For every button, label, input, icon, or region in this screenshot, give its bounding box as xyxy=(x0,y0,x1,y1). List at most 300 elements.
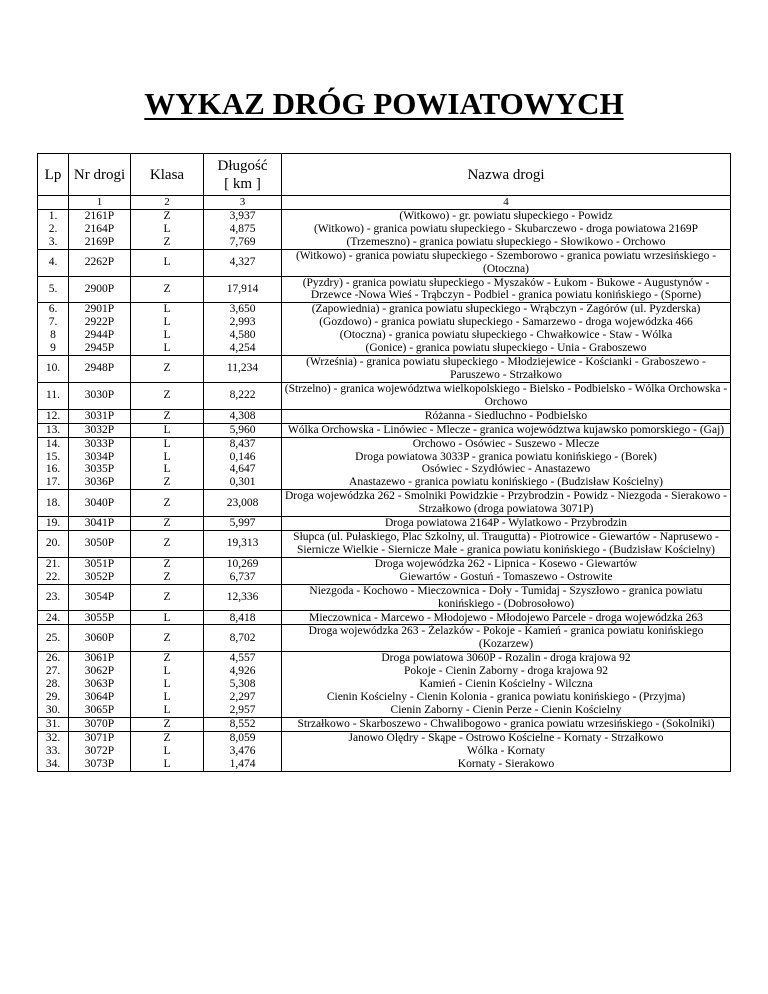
road-name: Kornaty - Sierakowo xyxy=(457,757,555,770)
column-numbers-row xyxy=(38,196,731,210)
cell-lp-value: 2. xyxy=(48,222,58,235)
cell-lp-value: 14. xyxy=(45,437,61,450)
cell-lp-value: 15. xyxy=(45,450,61,463)
table-body xyxy=(38,210,731,772)
cell-lp-value: 17. xyxy=(45,476,61,489)
road-name: (Witkowo) - granica powiatu słupeckiego - Skubarczewo - droga powiatowa 2169P xyxy=(313,222,699,235)
cell-nazwa-drogi xyxy=(282,611,731,625)
road-name: Cienin Kościelny - Cienin Kolonia - granica powiatu konińskiego - (Przyjma) xyxy=(326,691,686,703)
cell-lp-value: 30. xyxy=(45,703,61,716)
cell-nazwa-drogi xyxy=(282,652,731,718)
cell-lp-value: 16. xyxy=(45,463,61,476)
cell-klasa-value: L xyxy=(163,437,171,450)
cell-nr-drogi-value: 3072P xyxy=(84,744,115,757)
table-row xyxy=(38,717,731,731)
cell-nr-drogi-value: 3031P xyxy=(84,409,115,422)
road-name: Osówiec - Szydłówiec - Anastazewo xyxy=(421,463,591,476)
cell-dlugosc-value: 10,269 xyxy=(226,557,259,570)
cell-klasa-value: Z xyxy=(163,652,171,665)
cell-lp-value: 34. xyxy=(45,757,61,770)
cell-nr-drogi-value: 3060P xyxy=(84,631,115,644)
cell-dlugosc-value: 8,222 xyxy=(229,389,256,402)
cell-nr-drogi-value: 3064P xyxy=(84,691,115,703)
cell-nr-drogi xyxy=(69,731,131,771)
column-number: 1 xyxy=(69,196,131,210)
cell-klasa-value: Z xyxy=(163,409,171,422)
road-name: (Gozdowo) - granica powiatu słupeckiego - Samarzewo - droga wojewódzka 466 xyxy=(319,316,693,329)
cell-klasa xyxy=(131,652,204,718)
cell-klasa-value: Z xyxy=(163,389,171,402)
cell-lp-value: 20. xyxy=(45,537,61,550)
cell-nr-drogi-value: 3062P xyxy=(84,665,115,678)
cell-dlugosc-value: 4,308 xyxy=(229,409,256,422)
table-row xyxy=(38,652,731,718)
road-name: Wólka - Kornaty xyxy=(467,744,545,757)
table-row xyxy=(38,531,731,558)
road-name: Droga powiatowa 3060P - Rozalin - droga krajowa 92 xyxy=(381,652,631,665)
table-row xyxy=(38,276,731,303)
cell-lp-value: 12. xyxy=(45,409,61,422)
cell-nazwa-drogi xyxy=(282,210,731,250)
cell-nr-drogi-value: 2161P xyxy=(84,210,115,222)
road-name: (Gonice) - granica powiatu słupeckiego - Unia - Graboszewo xyxy=(365,342,647,355)
cell-klasa-value: L xyxy=(163,222,171,235)
cell-lp xyxy=(38,355,69,382)
road-name: (Strzelno) - granica województwa wielkopolskiego - Bielsko - Podbielsko - Wólka Orchowska - Orchowo xyxy=(284,382,728,408)
cell-lp-value: 26. xyxy=(45,652,61,665)
cell-nr-drogi xyxy=(69,409,131,423)
cell-dlugosc xyxy=(204,423,282,437)
road-name: (Pyzdry) - granica powiatu słupeckiego - Myszaków - Łukom - Bukowe - Augustynów - Drzewce -Nowa Wieś - Trąbczyn - Podbiel - granica powiatu konińskiego - (Sporne) xyxy=(302,276,710,302)
cell-nr-drogi-value: 2901P xyxy=(84,303,115,316)
table-row xyxy=(38,557,731,584)
cell-nr-drogi-value: 3063P xyxy=(84,678,115,691)
cell-lp-value: 29. xyxy=(45,691,61,703)
cell-klasa-value: Z xyxy=(163,631,171,644)
cell-klasa-value: L xyxy=(163,463,171,476)
cell-lp xyxy=(38,490,69,517)
cell-dlugosc-value: 5,960 xyxy=(229,423,256,436)
road-name: Droga wojewódzka 262 - Smolniki Powidzkie - Przybrodzin - Powidz - Niezgoda - Sierakowo - Strzałkowo (droga powiatowa 3071P) xyxy=(284,490,727,516)
cell-klasa-value: L xyxy=(163,691,171,703)
cell-nr-drogi-value: 3061P xyxy=(84,652,115,665)
cell-klasa xyxy=(131,625,204,652)
cell-klasa-value: L xyxy=(163,423,171,436)
cell-nr-drogi-value: 3050P xyxy=(84,537,115,550)
cell-nr-drogi-value: 2262P xyxy=(84,256,115,269)
cell-klasa-value: Z xyxy=(163,570,171,583)
table-header-row xyxy=(38,154,731,196)
cell-dlugosc-value: 3,650 xyxy=(229,303,256,316)
table-row xyxy=(38,303,731,356)
cell-nazwa-drogi xyxy=(282,437,731,490)
table-row xyxy=(38,517,731,531)
road-name: Droga wojewódzka 263 - Żelazków - Pokoje - Kamień - granica powiatu konińskiego (Kozarzew) xyxy=(308,625,704,651)
cell-klasa-value: Z xyxy=(163,496,171,509)
cell-nr-drogi xyxy=(69,276,131,303)
table-row xyxy=(38,437,731,490)
table-row xyxy=(38,382,731,409)
cell-dlugosc-value: 2,297 xyxy=(229,691,256,703)
cell-dlugosc-value: 4,580 xyxy=(229,329,256,342)
cell-dlugosc-value: 5,997 xyxy=(229,517,256,530)
cell-nr-drogi-value: 3055P xyxy=(84,611,115,624)
cell-nr-drogi xyxy=(69,437,131,490)
cell-lp-value: 1. xyxy=(48,210,58,222)
cell-klasa xyxy=(131,731,204,771)
cell-dlugosc xyxy=(204,625,282,652)
road-name: Orchowo - Osówiec - Suszewo - Mlecze xyxy=(412,437,600,450)
cell-dlugosc-value: 3,476 xyxy=(229,744,256,757)
cell-klasa-value: Z xyxy=(163,235,171,248)
table-row xyxy=(38,249,731,276)
header-dlugosc-label: Długość xyxy=(217,157,268,174)
cell-dlugosc xyxy=(204,557,282,584)
cell-nr-drogi-value: 3034P xyxy=(84,450,115,463)
cell-nazwa-drogi xyxy=(282,355,731,382)
cell-klasa-value: L xyxy=(163,450,171,463)
cell-nr-drogi-value: 3033P xyxy=(84,437,115,450)
cell-klasa-value: Z xyxy=(163,476,171,489)
cell-nr-drogi-value: 3030P xyxy=(84,389,115,402)
cell-nazwa-drogi xyxy=(282,717,731,731)
cell-nr-drogi-value: 2164P xyxy=(84,222,115,235)
column-number-empty xyxy=(38,196,69,210)
cell-dlugosc xyxy=(204,303,282,356)
cell-klasa xyxy=(131,249,204,276)
cell-nr-drogi xyxy=(69,303,131,356)
cell-dlugosc-value: 6,737 xyxy=(229,570,256,583)
cell-klasa-value: L xyxy=(163,744,171,757)
page-title: WYKAZ DRÓG POWIATOWYCH xyxy=(144,86,624,121)
cell-lp-value: 33. xyxy=(45,744,61,757)
header-klasa: Klasa xyxy=(131,154,204,196)
road-name: Niezgoda - Kochowo - Mieczownica - Doły - Tumidaj - Szyszłowo - granica powiatu konińskiego - (Dobrosołowo) xyxy=(309,584,703,610)
road-name: Różanna - Siedluchno - Podbielsko xyxy=(424,409,588,422)
cell-nr-drogi xyxy=(69,355,131,382)
cell-klasa-value: Z xyxy=(163,210,171,222)
table-row xyxy=(38,611,731,625)
cell-nr-drogi-value: 3041P xyxy=(84,517,115,530)
cell-lp-value: 10. xyxy=(45,362,61,375)
cell-lp-value: 23. xyxy=(45,591,61,604)
cell-dlugosc-value: 4,647 xyxy=(229,463,256,476)
cell-nazwa-drogi xyxy=(282,249,731,276)
header-nazwa-drogi: Nazwa drogi xyxy=(282,154,731,196)
road-name: (Września) - granica powiatu słupeckiego - Młodziejewice - Kościanki - Graboszewo - Paruszewo - Strzałkowo xyxy=(306,355,706,381)
cell-lp xyxy=(38,409,69,423)
road-name: Kamień - Cienin Kościelny - Wilczna xyxy=(419,678,593,691)
cell-nr-drogi-value: 3051P xyxy=(84,557,115,570)
cell-nr-drogi-value: 2945P xyxy=(84,342,115,355)
cell-dlugosc xyxy=(204,210,282,250)
cell-klasa xyxy=(131,382,204,409)
road-name: (Zapowiednia) - granica powiatu słupeckiego - Wrąbczyn - Zagórów (ul. Pyzderska) xyxy=(311,303,701,316)
cell-dlugosc xyxy=(204,249,282,276)
table-row xyxy=(38,584,731,611)
road-name: Wólka Orchowska - Linówiec - Mlecze - granica województwa kujawsko pomorskiego - (Gaj) xyxy=(287,423,725,436)
road-name: Strzałkowo - Skarboszewo - Chwalibogowo - granica powiatu wrzesińskiego - (Sokolniki) xyxy=(297,717,715,730)
cell-klasa xyxy=(131,531,204,558)
cell-lp xyxy=(38,717,69,731)
cell-klasa-value: Z xyxy=(163,362,171,375)
cell-nazwa-drogi xyxy=(282,531,731,558)
cell-lp-value: 31. xyxy=(45,717,61,730)
cell-klasa xyxy=(131,210,204,250)
cell-dlugosc-value: 1,474 xyxy=(229,757,256,770)
cell-nr-drogi-value: 3071P xyxy=(84,731,115,744)
cell-klasa xyxy=(131,276,204,303)
header-dlugosc-unit: [ km ] xyxy=(224,175,261,192)
cell-dlugosc xyxy=(204,490,282,517)
cell-dlugosc xyxy=(204,409,282,423)
column-number: 4 xyxy=(282,196,731,210)
cell-dlugosc-value: 23,008 xyxy=(226,496,259,509)
table-row xyxy=(38,355,731,382)
cell-nazwa-drogi xyxy=(282,409,731,423)
header-nr-drogi: Nr drogi xyxy=(69,154,131,196)
cell-lp-value: 6. xyxy=(48,303,58,316)
cell-nr-drogi-value: 3052P xyxy=(84,570,115,583)
cell-klasa xyxy=(131,423,204,437)
cell-klasa-value: L xyxy=(163,611,171,624)
cell-nr-drogi xyxy=(69,611,131,625)
cell-lp xyxy=(38,382,69,409)
cell-lp-value: 22. xyxy=(45,570,61,583)
cell-nr-drogi-value: 2948P xyxy=(84,362,115,375)
table-row xyxy=(38,423,731,437)
cell-nr-drogi xyxy=(69,210,131,250)
cell-nr-drogi-value: 3040P xyxy=(84,496,115,509)
cell-lp xyxy=(38,731,69,771)
cell-nr-drogi-value: 3032P xyxy=(84,423,115,436)
cell-nr-drogi-value: 2944P xyxy=(84,329,115,342)
cell-lp xyxy=(38,611,69,625)
cell-klasa-value: Z xyxy=(163,731,171,744)
cell-dlugosc xyxy=(204,731,282,771)
column-number: 2 xyxy=(131,196,204,210)
cell-nazwa-drogi xyxy=(282,557,731,584)
cell-nr-drogi xyxy=(69,557,131,584)
cell-nr-drogi-value: 3065P xyxy=(84,703,115,716)
cell-nr-drogi-value: 2922P xyxy=(84,316,115,329)
cell-nr-drogi xyxy=(69,717,131,731)
cell-lp-value: 13. xyxy=(45,423,61,436)
cell-klasa-value: L xyxy=(163,316,171,329)
cell-dlugosc-value: 4,327 xyxy=(229,256,256,269)
cell-nr-drogi xyxy=(69,423,131,437)
cell-lp-value: 28. xyxy=(45,678,61,691)
cell-lp-value: 21. xyxy=(45,557,61,570)
cell-nazwa-drogi xyxy=(282,625,731,652)
cell-klasa-value: Z xyxy=(163,717,171,730)
road-name: Cienin Zaborny - Cienin Perze - Cienin Kościelny xyxy=(390,703,622,716)
cell-dlugosc-value: 8,437 xyxy=(229,437,256,450)
cell-nazwa-drogi xyxy=(282,731,731,771)
cell-lp xyxy=(38,423,69,437)
header-dlugosc xyxy=(204,154,282,196)
table-row xyxy=(38,490,731,517)
cell-lp-value: 27. xyxy=(45,665,61,678)
cell-nr-drogi-value: 3035P xyxy=(84,463,115,476)
cell-lp-value: 4. xyxy=(48,256,58,269)
road-name: Droga powiatowa 2164P - Wylatkowo - Przybrodzin xyxy=(384,517,628,530)
cell-dlugosc-value: 7,769 xyxy=(229,235,256,248)
cell-klasa xyxy=(131,557,204,584)
cell-dlugosc-value: 3,937 xyxy=(229,210,256,222)
cell-klasa xyxy=(131,717,204,731)
cell-dlugosc-value: 2,957 xyxy=(229,703,256,716)
cell-dlugosc xyxy=(204,276,282,303)
cell-lp-value: 3. xyxy=(48,235,58,248)
cell-dlugosc-value: 2,993 xyxy=(229,316,256,329)
cell-klasa xyxy=(131,437,204,490)
cell-dlugosc-value: 11,234 xyxy=(226,362,259,375)
cell-lp xyxy=(38,584,69,611)
cell-nr-drogi-value: 3073P xyxy=(84,757,115,770)
cell-lp xyxy=(38,557,69,584)
cell-dlugosc xyxy=(204,652,282,718)
cell-dlugosc-value: 4,926 xyxy=(229,665,256,678)
cell-lp xyxy=(38,210,69,250)
road-name: Droga wojewódzka 262 - Lipnica - Kosewo - Giewartów xyxy=(374,557,638,570)
road-name: Anastazewo - granica powiatu konińskiego - (Budzisław Kościelny) xyxy=(349,476,663,489)
road-name: (Witkowo) - gr. powiatu słupeckiego - Powidz xyxy=(399,210,613,222)
cell-lp xyxy=(38,437,69,490)
cell-klasa-value: L xyxy=(163,256,171,269)
cell-klasa-value: L xyxy=(163,678,171,691)
cell-lp-value: 18. xyxy=(45,496,61,509)
cell-klasa-value: Z xyxy=(163,557,171,570)
cell-dlugosc-value: 8,552 xyxy=(229,717,256,730)
cell-nr-drogi-value: 3036P xyxy=(84,476,115,489)
cell-lp-value: 32. xyxy=(45,731,61,744)
cell-nr-drogi xyxy=(69,490,131,517)
cell-lp-value: 8 xyxy=(50,329,56,342)
cell-nr-drogi xyxy=(69,625,131,652)
column-number: 3 xyxy=(204,196,282,210)
cell-klasa xyxy=(131,303,204,356)
cell-dlugosc xyxy=(204,717,282,731)
cell-nr-drogi xyxy=(69,531,131,558)
cell-dlugosc xyxy=(204,531,282,558)
cell-dlugosc xyxy=(204,382,282,409)
cell-dlugosc-value: 8,059 xyxy=(229,731,256,744)
table-row xyxy=(38,731,731,771)
cell-lp-value: 24. xyxy=(45,611,61,624)
cell-dlugosc-value: 8,702 xyxy=(229,631,256,644)
table-row xyxy=(38,210,731,250)
cell-klasa xyxy=(131,517,204,531)
cell-lp xyxy=(38,652,69,718)
road-name: Janowo Olędry - Skąpe - Ostrowo Kościelne - Kornaty - Strzałkowo xyxy=(348,731,664,744)
cell-klasa xyxy=(131,584,204,611)
cell-nazwa-drogi xyxy=(282,276,731,303)
cell-nazwa-drogi xyxy=(282,303,731,356)
cell-dlugosc-value: 12,336 xyxy=(226,591,259,604)
cell-klasa-value: L xyxy=(163,757,171,770)
cell-lp-value: 19. xyxy=(45,517,61,530)
cell-nr-drogi-value: 2169P xyxy=(84,235,115,248)
cell-dlugosc-value: 8,418 xyxy=(229,611,256,624)
cell-lp xyxy=(38,531,69,558)
cell-lp xyxy=(38,625,69,652)
cell-lp xyxy=(38,276,69,303)
cell-nr-drogi xyxy=(69,652,131,718)
cell-nazwa-drogi xyxy=(282,423,731,437)
cell-klasa-value: Z xyxy=(163,282,171,295)
cell-klasa xyxy=(131,490,204,517)
road-name: Pokoje - Cienin Zaborny - droga krajowa 92 xyxy=(403,665,609,678)
cell-nr-drogi-value: 2900P xyxy=(84,282,115,295)
cell-nr-drogi-value: 3070P xyxy=(84,717,115,730)
cell-dlugosc xyxy=(204,611,282,625)
cell-lp xyxy=(38,303,69,356)
cell-dlugosc xyxy=(204,517,282,531)
cell-dlugosc-value: 0,301 xyxy=(229,476,256,489)
road-name: (Otoczna) - granica powiatu słupeckiego - Chwałkowice - Staw - Wólka xyxy=(339,329,673,342)
cell-dlugosc-value: 4,557 xyxy=(229,652,256,665)
cell-nr-drogi-value: 3054P xyxy=(84,591,115,604)
table-row xyxy=(38,625,731,652)
road-name: (Witkowo) - granica powiatu słupeckiego - Szemborowo - granica powiatu wrzesińskiego - (Otoczna) xyxy=(295,249,717,275)
cell-klasa-value: L xyxy=(163,703,171,716)
cell-dlugosc-value: 4,254 xyxy=(229,342,256,355)
road-name: (Trzemeszno) - granica powiatu słupeckiego - Słowikowo - Orchowo xyxy=(346,235,666,248)
cell-nazwa-drogi xyxy=(282,584,731,611)
cell-lp-value: 9 xyxy=(50,342,56,355)
cell-lp xyxy=(38,249,69,276)
cell-dlugosc-value: 17,914 xyxy=(226,282,259,295)
cell-lp-value: 25. xyxy=(45,631,61,644)
table-row xyxy=(38,409,731,423)
cell-dlugosc xyxy=(204,437,282,490)
cell-klasa xyxy=(131,611,204,625)
cell-nazwa-drogi xyxy=(282,517,731,531)
cell-lp-value: 5. xyxy=(48,282,58,295)
cell-lp-value: 11. xyxy=(46,389,60,402)
cell-dlugosc xyxy=(204,584,282,611)
cell-klasa-value: Z xyxy=(163,537,171,550)
cell-dlugosc xyxy=(204,355,282,382)
cell-klasa-value: L xyxy=(163,303,171,316)
cell-nazwa-drogi xyxy=(282,382,731,409)
cell-klasa-value: Z xyxy=(163,591,171,604)
cell-dlugosc-value: 5,308 xyxy=(229,678,256,691)
cell-klasa-value: L xyxy=(163,665,171,678)
cell-klasa xyxy=(131,409,204,423)
cell-lp xyxy=(38,517,69,531)
road-name: Mieczownica - Marcewo - Młodojewo - Młodojewo Parcele - droga wojewódzka 263 xyxy=(309,611,703,624)
road-name: Giewartów - Gostuń - Tomaszewo - Ostrowite xyxy=(399,570,613,583)
cell-nr-drogi xyxy=(69,584,131,611)
cell-klasa-value: L xyxy=(163,329,171,342)
cell-nr-drogi xyxy=(69,249,131,276)
header-lp: Lp xyxy=(38,154,69,196)
cell-klasa-value: L xyxy=(163,342,171,355)
cell-klasa xyxy=(131,355,204,382)
cell-lp-value: 7. xyxy=(48,316,58,329)
cell-dlugosc-value: 0,146 xyxy=(229,450,256,463)
road-name: Droga powiatowa 3033P - granica powiatu konińskiego - (Borek) xyxy=(355,450,657,463)
cell-nr-drogi xyxy=(69,382,131,409)
cell-klasa-value: Z xyxy=(163,517,171,530)
roads-table xyxy=(37,153,731,772)
cell-nr-drogi xyxy=(69,517,131,531)
cell-dlugosc-value: 4,875 xyxy=(229,222,256,235)
cell-nazwa-drogi xyxy=(282,490,731,517)
cell-dlugosc-value: 19,313 xyxy=(226,537,259,550)
